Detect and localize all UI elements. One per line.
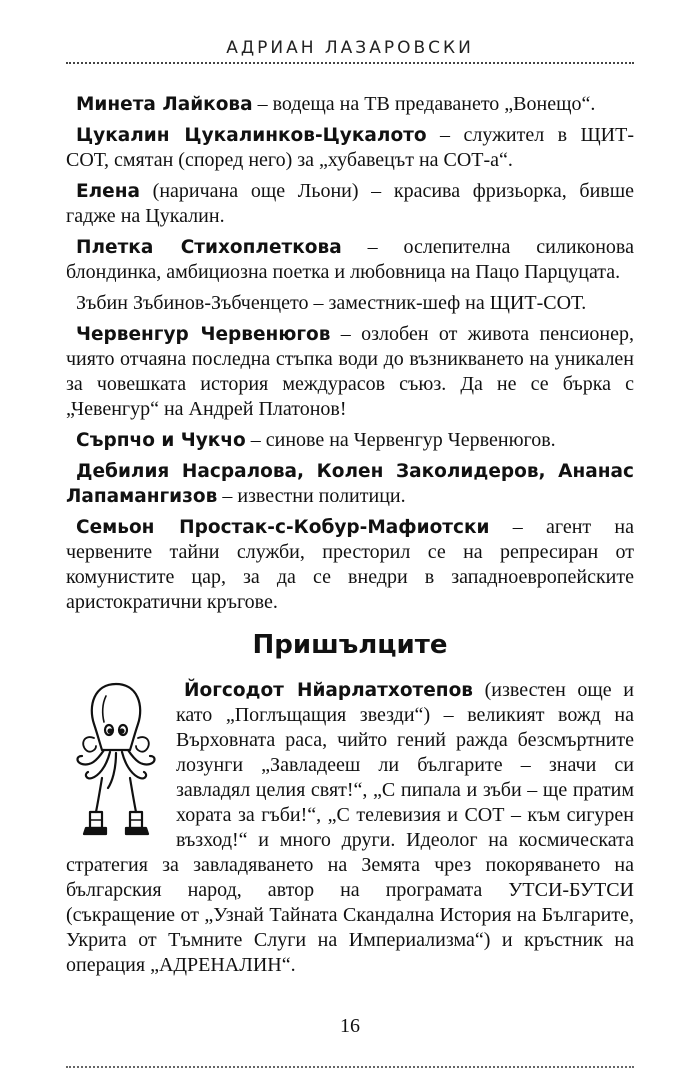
alien-description: (известен още и като „Поглъщащия звезди“) – великият вожд на Върховната раса, чийто гений ражда безсмъртните лозунги „Завладееш ли българите – значи си завладял целия свят!“, „С пипала и зъби – ще пратим хората за гъби!“, „С телевизия и СОТ – към сигурен възход!“ и много други. Идеолог на космическата стратегия за завладяването на Земята чрез покоряването на българския народ, автор на програмата УТСИ-БУТСИ (съкращение от „Узнай Тайната Скандална История на Българите, Укрита от Тъмните Слуги на Империализма“) и кръстник на операция „АДРЕНАЛИН“. xyxy=(66,679,634,976)
character-description: – озлобен от живота пенсионер, чиято отчаяна последна стъпка води до възникването на уникален за човешката история междурасов съюз. Да не се бърка с „Чевенгур“ на Андрей Платонов! xyxy=(66,323,634,420)
character-description: Зъбин Зъбинов-Зъбченцето – заместник-шеф на ЩИТ-СОТ. xyxy=(76,292,587,314)
character-name: Сърпчо и Чукчо xyxy=(76,430,246,451)
section-title: Пришълците xyxy=(252,630,448,660)
character-name: Семьон Простак-с-Кобур-Мафиотски xyxy=(76,517,490,538)
running-head-author: АДРИАН ЛАЗАРОВСКИ xyxy=(226,38,474,58)
character-description: – ослепителна силиконова блондинка, амбициозна поетка и любовница на Пацо Парцуцата. xyxy=(66,236,634,283)
character-entry xyxy=(66,515,634,615)
character-entry xyxy=(66,459,634,509)
character-name: Елена xyxy=(76,181,141,202)
page-number: 16 xyxy=(340,1015,360,1037)
character-description: – служител в ЩИТ-СОТ, смятан (според него) за „хубавецът на СОТ-а“. xyxy=(66,124,634,171)
aliens-section xyxy=(66,678,634,984)
octopus-alien-icon xyxy=(66,678,166,848)
character-name: Цукалин Цукалинков-Цукалото xyxy=(76,125,427,146)
character-name: Червенгур Червенюгов xyxy=(76,324,331,345)
character-entry xyxy=(66,235,634,285)
character-entry xyxy=(66,322,634,422)
character-name: Плетка Стихоплеткова xyxy=(76,237,342,258)
alien-name: Йогсодот Нйарлатхотепов xyxy=(184,680,474,701)
character-description: – синове на Червенгур Червенюгов. xyxy=(245,429,556,451)
character-entry xyxy=(66,123,634,173)
footer-dotted-rule xyxy=(66,1066,634,1068)
character-entry xyxy=(66,291,634,316)
character-entry xyxy=(66,92,634,117)
character-entry xyxy=(66,179,634,229)
character-description: – агент на червените тайни служби, престорил се на репресиран от комунистите цар, за да се внедри в западноевропейските аристократични кръгове. xyxy=(66,516,634,613)
character-list xyxy=(66,92,634,621)
character-description: – водеща на ТВ предаването „Вонещо“. xyxy=(252,93,596,115)
character-description: – известни политици. xyxy=(217,485,406,507)
character-description: (наричана още Льони) – красива фризьорка, бивше гадже на Цукалин. xyxy=(66,180,634,227)
character-entry xyxy=(66,428,634,453)
character-name: Дебилия Насралова, Колен Заколидеров, Ананас Лапамангизов xyxy=(66,461,634,507)
header-dotted-rule xyxy=(66,62,634,64)
character-name: Минета Лайкова xyxy=(76,94,253,115)
